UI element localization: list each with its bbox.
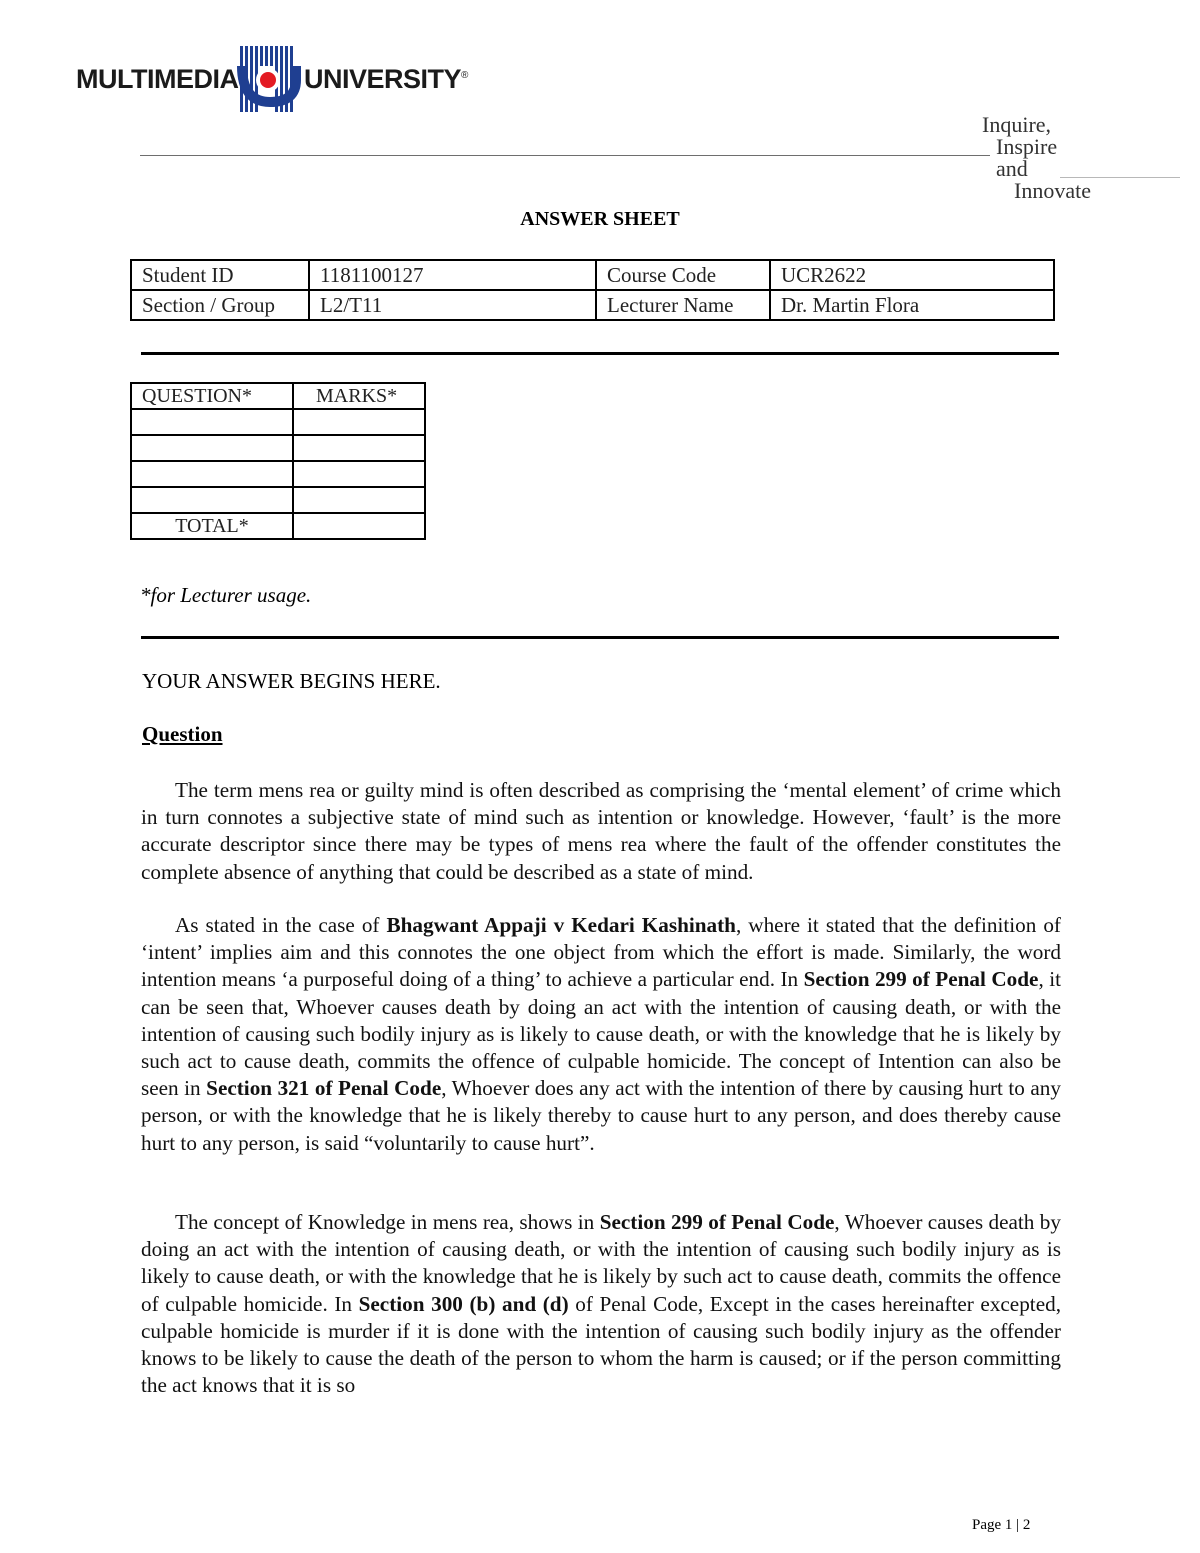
course-code-value: UCR2622 (770, 260, 1054, 290)
marks-table (130, 382, 426, 540)
university-motto (982, 114, 1122, 202)
page-title: ANSWER SHEET (520, 208, 680, 230)
question-cell (131, 435, 293, 461)
lecturer-usage-note: *for Lecturer usage. (140, 583, 312, 607)
marks-cell (293, 409, 425, 435)
question-cell (131, 487, 293, 513)
paragraph-text: The concept of Knowledge in mens rea, shows in (175, 1210, 600, 1234)
marks-cell (293, 487, 425, 513)
question-header: QUESTION* (131, 383, 293, 409)
statute-citation: Section 300 (b) and (d) (358, 1291, 569, 1316)
motto-line: Inspire (996, 134, 1058, 159)
table-row (131, 435, 425, 461)
student-id-label: Student ID (131, 260, 309, 290)
lecturer-label: Lecturer Name (596, 290, 770, 320)
statute-citation: Section 299 of Penal Code (803, 967, 1039, 992)
paragraph-text: The term mens rea or guilty mind is often described as comprising the ‘mental element’ of crime which in turn connotes a subjective state of mind such as intention or knowledge. However, ‘fault’ is the more accurate descriptor since there may be types of mens rea where the fault of the offender constitutes the complete absence of anything that could be described as a state of mind. (141, 778, 1061, 884)
question-cell (131, 409, 293, 435)
student-info-table (130, 259, 1055, 321)
logo-text-right: UNIVERSITY® (304, 64, 468, 94)
answer-paragraph-1 (141, 777, 1061, 886)
table-row (131, 260, 1054, 290)
table-row (131, 487, 425, 513)
answer-paragraph-2 (141, 912, 1061, 1157)
paragraph-text: , it can be seen that, Whoever causes death by doing an act with the intention of causing death, or with the intention of causing such bodily injury as is likely to cause death, or with the knowledge that he is likely by such act to cause death, commits the offence of culpable homicide. The concept of Intention can also be seen in (141, 967, 1061, 1101)
section-label: Section / Group (131, 290, 309, 320)
registered-mark: ® (461, 70, 468, 81)
marks-cell (293, 461, 425, 487)
table-row (131, 290, 1054, 320)
header-divider (140, 155, 990, 156)
paragraph-text: As stated in the case of (175, 913, 387, 937)
marks-header: MARKS* (293, 383, 425, 409)
motto-line: Inquire, (982, 112, 1052, 137)
table-row (131, 383, 425, 409)
paragraph-text: of Penal Code, Except in the cases hereinafter excepted, culpable homicide is murder if it is done with the intention of causing such bodily injury as the offender knows to be likely to cause the death of the person to whom the harm is caused; or if the person committing the act knows that it is so (141, 1291, 1061, 1398)
total-marks-cell (293, 513, 425, 539)
paragraph-text: , where it stated that the definition of ‘intent’ implies aim and this connotes the one object from which the effort is made. Similarly, the word intention means ‘a purposeful doing of a thing’ to achieve a particular end. In (141, 913, 1061, 992)
motto-line: Innovate (1014, 178, 1091, 203)
question-heading: Question (142, 722, 223, 746)
section-divider (141, 636, 1059, 639)
table-row (131, 513, 425, 539)
paragraph-text: , Whoever causes death by doing an act with the intention of causing death, or with the intention of causing such bodily injury as is likely to cause death, or with the knowledge that he is likely by such act to cause death, commits the offence of culpable homicide. In (141, 1210, 1061, 1316)
motto-line: and (996, 156, 1028, 181)
answer-begins-label: YOUR ANSWER BEGINS HERE. (142, 669, 441, 693)
section-value: L2/T11 (309, 290, 596, 320)
total-label: TOTAL* (131, 513, 293, 539)
question-cell (131, 461, 293, 487)
case-citation: Bhagwant Appaji v Kedari Kashinath (386, 913, 736, 937)
university-logo (76, 44, 466, 116)
statute-citation: Section 299 of Penal Code (599, 1210, 835, 1234)
statute-citation: Section 321 of Penal Code (206, 1076, 442, 1101)
lecturer-value: Dr. Martin Flora (770, 290, 1054, 320)
section-divider (141, 352, 1059, 355)
course-code-label: Course Code (596, 260, 770, 290)
university-emblem-icon (234, 44, 304, 116)
table-row (131, 461, 425, 487)
logo-text-left: MULTIMEDIA (76, 64, 239, 94)
page-number: Page 1 | 2 (972, 1517, 1031, 1533)
marks-cell (293, 435, 425, 461)
answer-paragraph-3 (141, 1209, 1061, 1399)
student-id-value: 1181100127 (309, 260, 596, 290)
paragraph-text: , Whoever does any act with the intention of there by causing hurt to any person, or with the knowledge that he is likely thereby to cause hurt to any person, and does thereby cause hurt to any person, is said “voluntarily to cause hurt”. (141, 1076, 1061, 1155)
table-row (131, 409, 425, 435)
